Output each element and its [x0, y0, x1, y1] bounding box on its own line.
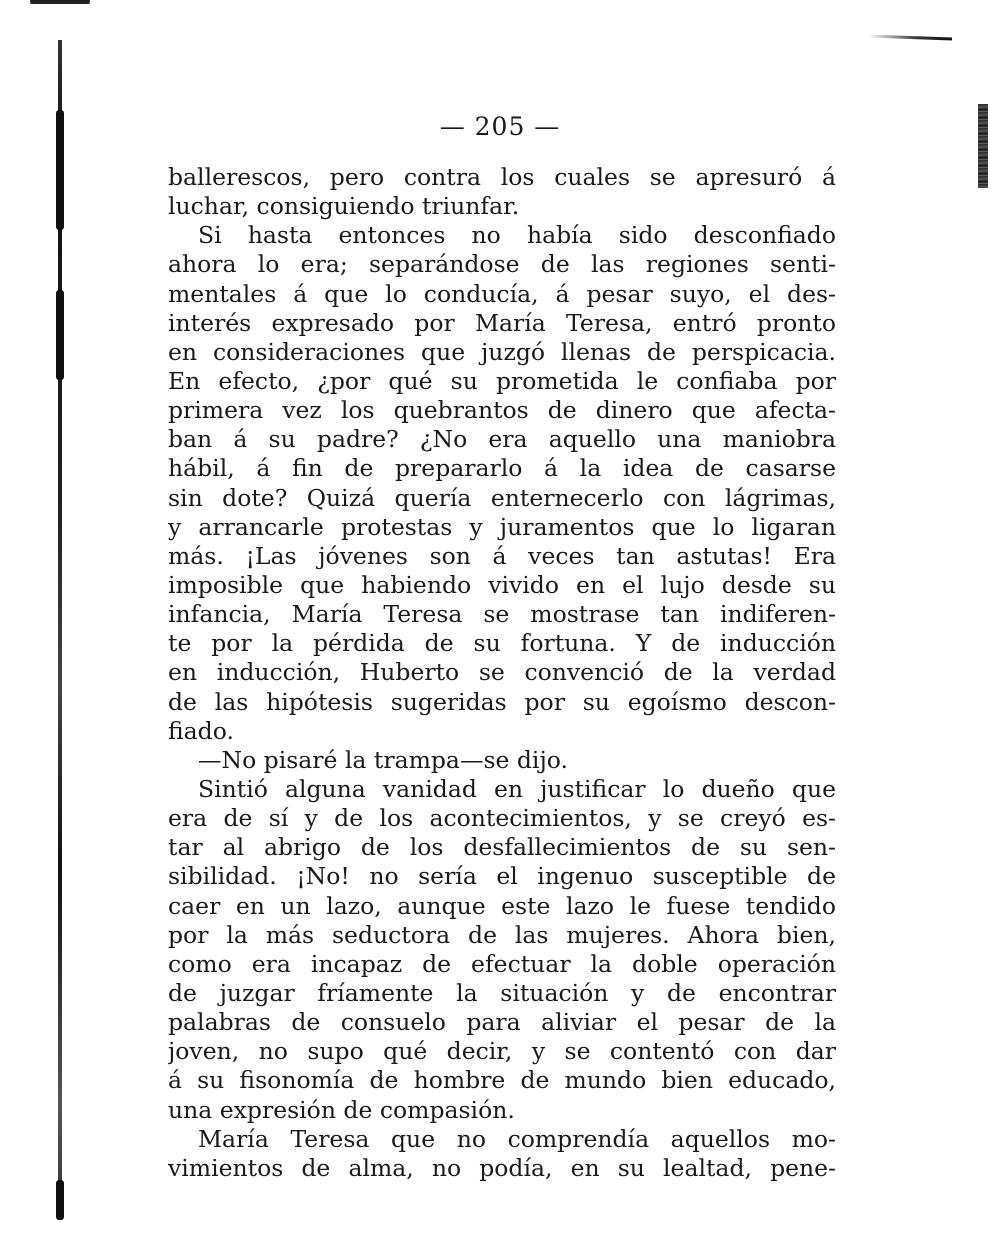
binding-shadow [56, 290, 64, 380]
text-line: vimientos de alma, no podía, en su lealtad, pene- [168, 1153, 836, 1182]
text-line: ban á su padre? ¿No era aquello una maniobra [168, 425, 836, 454]
page-number: — 205 — [439, 112, 561, 141]
text-line: María Teresa que no comprendía aquellos mo- [198, 1124, 836, 1153]
text-line: fiado. [168, 716, 234, 745]
text-line: en inducción, Huberto se convenció de la verdad [168, 658, 836, 687]
text-line: por la más seductora de las mujeres. Ahora bien, [168, 920, 836, 949]
text-line: interés expresado por María Teresa, entró pronto [168, 308, 836, 337]
text-line: primera vez los quebrantos de dinero que afecta- [168, 396, 836, 425]
binding-shadow [56, 1180, 64, 1220]
scan-corner-mark [868, 35, 952, 41]
binding-edge-top [30, 0, 90, 14]
text-line: una expresión de compasión. [168, 1095, 515, 1124]
text-line: —No pisaré la trampa—se dijo. [198, 745, 568, 774]
text-line: caer en un lazo, aunque este lazo le fuese tendido [168, 891, 836, 920]
text-line: en consideraciones que juzgó llenas de perspicacia. [168, 337, 836, 366]
text-line: infancia, María Teresa se mostrase tan indiferen- [168, 600, 836, 629]
text-line: y arrancarle protestas y juramentos que lo ligaran [168, 512, 836, 541]
text-line: joven, no supo qué decir, y se contentó con dar [168, 1037, 836, 1066]
text-line: mentales á que lo conducía, á pesar suyo, el des- [168, 279, 836, 308]
text-line: ahora lo era; separándose de las regiones senti- [168, 250, 836, 279]
text-line: más. ¡Las jóvenes son á veces tan astutas! Era [168, 541, 836, 570]
text-line: te por la pérdida de su fortuna. Y de inducción [168, 629, 836, 658]
text-line: ballerescos, pero contra los cuales se apresuró á [168, 163, 836, 191]
text-line: sibilidad. ¡No! no sería el ingenuo susceptible de [168, 862, 836, 891]
text-line: tar al abrigo de los desfallecimientos de su sen- [168, 833, 836, 862]
text-line: Sintió alguna vanidad en justificar lo dueño que [198, 774, 836, 803]
text-line: de juzgar fríamente la situación y de encontrar [168, 978, 836, 1007]
text-line: era de sí y de los acontecimientos, y se creyó es- [168, 804, 836, 833]
text-line: imposible que habiendo vivido en el lujo desde su [168, 570, 836, 599]
text-line: Si hasta entonces no había sido desconfiado [198, 221, 836, 250]
text-line: como era incapaz de efectuar la doble operación [168, 949, 836, 978]
text-line: luchar, consiguiendo triunfar. [168, 192, 520, 221]
text-line: En efecto, ¿por qué su prometida le confiaba por [168, 366, 836, 395]
text-line: á su fisonomía de hombre de mundo bien educado, [168, 1066, 836, 1095]
text-line: palabras de consuelo para aliviar el pesar de la [168, 1008, 836, 1037]
text-line: sin dote? Quizá quería enternecerlo con lágrimas, [168, 483, 836, 512]
body-text [168, 163, 836, 1183]
text-line: de las hipótesis sugeridas por su egoísmo descon- [168, 687, 836, 716]
text-line: hábil, á fin de prepararlo á la idea de casarse [168, 454, 836, 483]
